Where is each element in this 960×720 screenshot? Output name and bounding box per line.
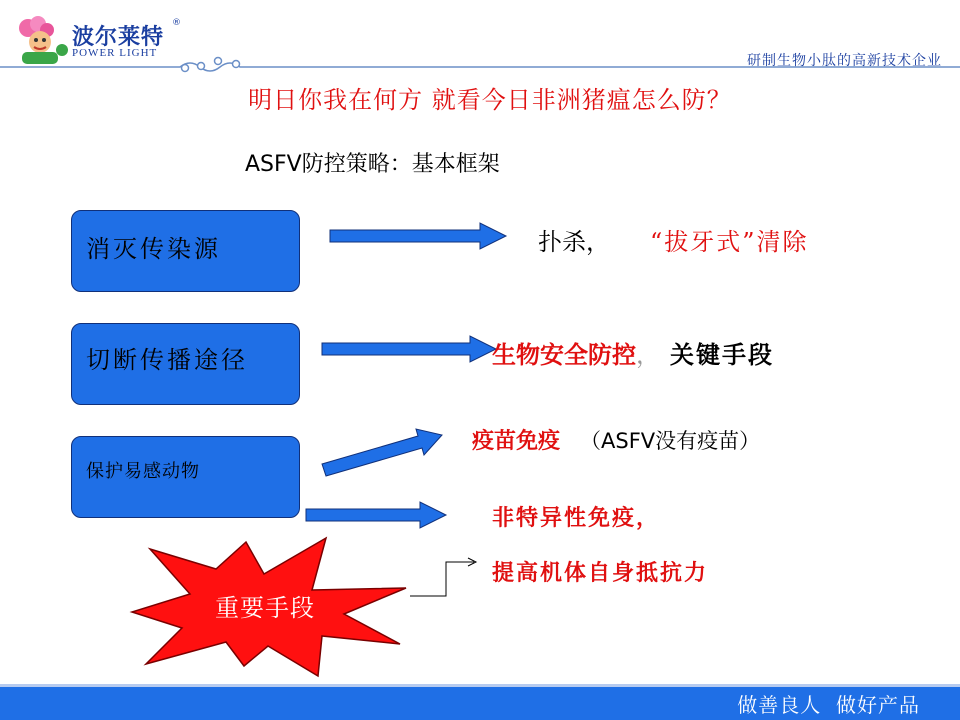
company-slogan: 研制生物小肽的高新技术企业 [747, 53, 942, 69]
box-label: 保护易感动物 [86, 461, 200, 482]
connector-arrow [410, 562, 474, 596]
arrow-up-right-icon [322, 429, 442, 476]
result-1-black: 扑杀， [538, 228, 610, 256]
arrow-right-icon [306, 502, 446, 528]
slide-subtitle: ASFV防控策略：基本框架 [245, 152, 500, 177]
result-2-black: 关键手段 [670, 341, 774, 369]
result-1-red: “拔牙式”清除 [650, 228, 809, 256]
result-3-black: （ASFV没有疫苗） [580, 429, 761, 453]
result-3-red: 疫苗免疫 [472, 429, 561, 454]
logo-chinese-name: 波尔莱特 [72, 25, 165, 50]
starburst-label: 重要手段 [215, 594, 315, 622]
arrow-right-icon [330, 223, 506, 249]
result-2 [492, 335, 774, 370]
result-2-red: 生物安全防控 [492, 341, 636, 369]
result-4-line1: 非特异性免疫， [492, 506, 661, 531]
result-3 [472, 424, 760, 455]
box-label: 消灭传染源 [86, 235, 221, 263]
box-label: 切断传播途径 [86, 346, 248, 374]
result-2-sep: ， [636, 341, 660, 369]
logo-english-name: POWER LIGHT [72, 47, 158, 59]
result-4-line2: 提高机体自身抵抗力 [492, 561, 709, 586]
result-1 [538, 222, 809, 257]
registered-mark: ® [172, 18, 181, 28]
arrow-right-icon [322, 336, 496, 362]
footer-slogan: 做善良人 做好产品 [737, 693, 920, 717]
slide-title: 明日你我在何方 就看今日非洲猪瘟怎么防？ [248, 86, 732, 114]
